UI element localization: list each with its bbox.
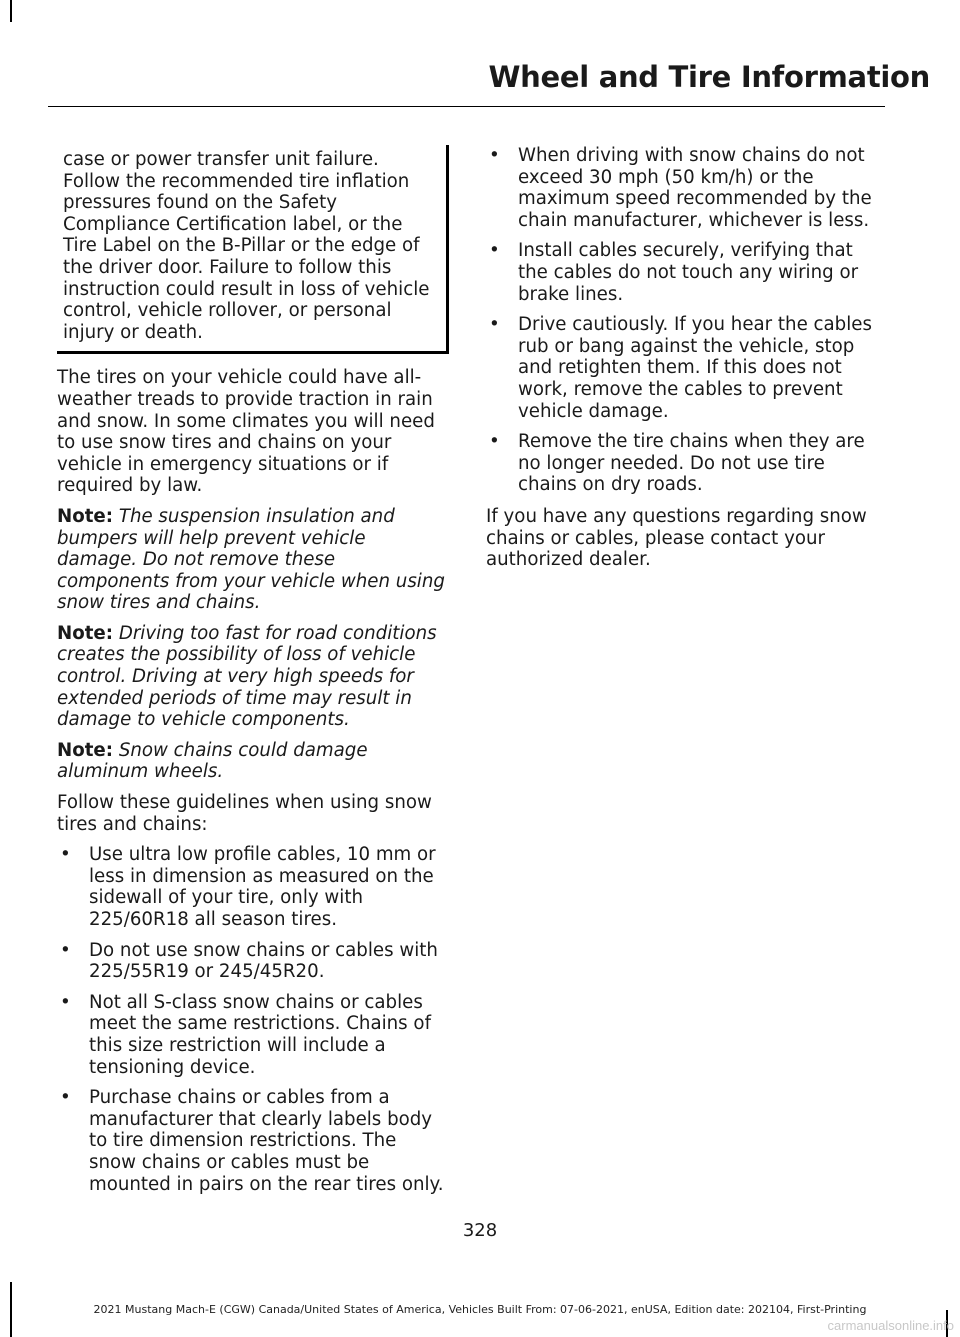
crop-mark-top-left — [10, 0, 12, 22]
watermark: carmanualsonline.info — [827, 1318, 954, 1333]
list-item — [57, 844, 449, 930]
list-item-text: Purchase chains or cables from a manufacturer that clearly labels body to tire dimension restrictions. The snow chains or cables must be mounted in pairs on the rear tires only. — [89, 1087, 444, 1195]
list-item-text: Use ultra low profile cables, 10 mm or less in dimension as measured on the sidewall of your tire, only with 225/60R18 all season tires. — [89, 844, 436, 930]
list-item-text: When driving with snow chains do not exceed 30 mph (50 km/h) or the maximum speed recommended by the chain manufacturer, whichever is less. — [518, 145, 872, 231]
bullet-icon: • — [489, 145, 500, 166]
bullet-icon: • — [60, 1087, 71, 1109]
bullet-icon: • — [489, 314, 500, 336]
footer-edition-info: 2021 Mustang Mach-E (CGW) Canada/United States of America, Vehicles Built From: 07-06-2021, enUSA, Edition date: 202104, First-Printing — [93, 1303, 867, 1316]
warning-text: case or power transfer unit failure. Follow the recommended tire inflation pressures found on the Safety Compliance Certification label, or the Tire Label on the B-Pillar or the edge of the driver door. Failure to follow this instruction could result in loss of vehicle control, vehicle rollover, or personal injury or death. — [63, 149, 430, 343]
list-item-text: Drive cautiously. If you hear the cables rub or bang against the vehicle, stop and retighten them. If this does not work, remove the cables to prevent vehicle damage. — [518, 314, 872, 422]
bullet-icon: • — [60, 939, 71, 961]
intro-paragraph: The tires on your vehicle could have all-weather treads to provide traction in rain and snow. In some climates you will need to use snow tires and chains on your vehicle in emergency situations or if required by law. — [57, 367, 435, 497]
list-item-text: Remove the tire chains when they are no longer needed. Do not use tire chains on dry roads. — [518, 431, 865, 496]
page-title: Wheel and Tire Information — [488, 60, 930, 94]
list-item-text: Not all S-class snow chains or cables meet the same restrictions. Chains of this size restriction will include a tensioning device. — [89, 991, 431, 1078]
guidelines-intro: Follow these guidelines when using snow tires and chains: — [57, 792, 432, 835]
bullet-icon: • — [489, 240, 500, 262]
list-item — [57, 992, 449, 1078]
left-column — [57, 145, 449, 1205]
left-bullet-list — [57, 844, 449, 1195]
note-text: The suspension insulation and bumpers will help prevent vehicle damage. Do not remove these components from your vehicle when using snow tires and chains. — [57, 505, 445, 614]
note-label: Note: — [57, 739, 114, 761]
list-item — [486, 314, 880, 422]
right-bullet-list — [486, 145, 880, 496]
list-item — [486, 431, 880, 496]
list-item — [486, 240, 880, 305]
list-item — [486, 145, 880, 231]
note-label: Note: — [57, 622, 114, 644]
list-item-text: Do not use snow chains or cables with 225/55R19 or 245/45R20. — [89, 939, 438, 983]
note-1 — [57, 506, 449, 614]
warning-box — [57, 145, 449, 354]
bullet-icon: • — [60, 844, 71, 866]
note-label: Note: — [57, 505, 114, 527]
page-number: 328 — [462, 1220, 498, 1241]
list-item-text: Install cables securely, verifying that the cables do not touch any wiring or brake lines. — [518, 240, 859, 305]
note-text: Driving too fast for road conditions creates the possibility of loss of vehicle control. Driving at very high speeds for extended periods of time may result in damage to vehicle components. — [57, 622, 437, 731]
list-item — [57, 1087, 449, 1195]
closing-paragraph: If you have any questions regarding snow chains or cables, please contact your authorized dealer. — [486, 505, 867, 571]
note-text: Snow chains could damage aluminum wheels. — [57, 739, 368, 783]
bullet-icon: • — [489, 431, 500, 453]
header-divider — [48, 106, 885, 107]
bullet-icon: • — [60, 991, 71, 1013]
note-3 — [57, 740, 449, 783]
right-column — [486, 145, 880, 580]
list-item — [57, 940, 449, 983]
note-2 — [57, 623, 449, 731]
